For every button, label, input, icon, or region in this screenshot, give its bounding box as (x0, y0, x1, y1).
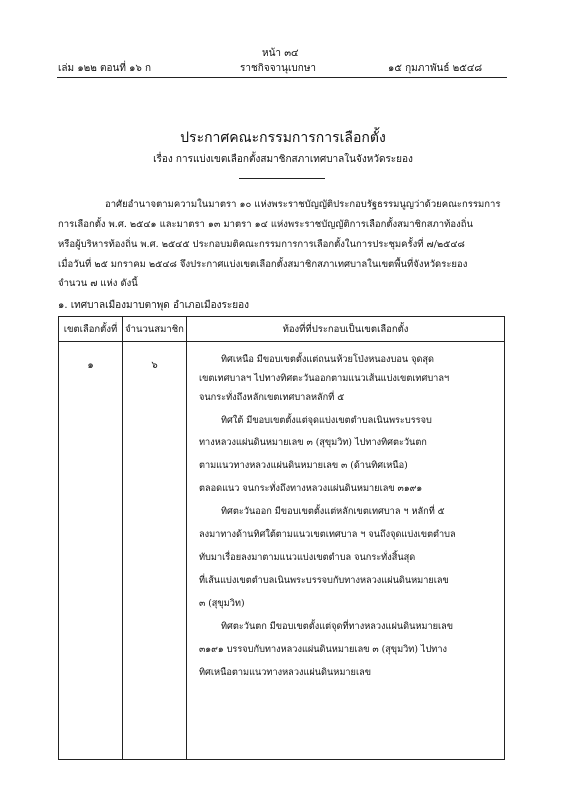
column-header-area: ท้องที่ที่ประกอบเป็นเขตเลือกตั้ง (187, 317, 505, 342)
district-number: ๑ (59, 342, 123, 760)
description-line: ทางหลวงแผ่นดินหมายเลข ๓ (สุขุมวิท) ไปทางทิศตะวันตก (199, 437, 427, 448)
title-divider (239, 178, 325, 179)
description-line: ที่เส้นแบ่งเขตตำบลเนินพระบรรจบกับทางหลวงแผ่นดินหมายเลข (199, 575, 449, 586)
volume-issue: เล่ม ๑๒๒ ตอนที่ ๑๖ ก (58, 63, 152, 74)
column-header-district: เขตเลือกตั้งที่ (59, 317, 123, 342)
area-description (187, 342, 505, 760)
document-subject: เรื่อง การแบ่งเขตเลือกตั้งสมาชิกสภาเทศบาลในจังหวัดระยอง (153, 154, 413, 165)
description-line: ทับมาเรื่อยลงมาตามแนวแบ่งเขตตำบล จนกระทั่งสิ้นสุด (199, 552, 416, 563)
member-count: ๖ (123, 342, 187, 760)
table-header-row (59, 317, 505, 342)
electoral-district-table (58, 316, 505, 760)
description-line: ตามแนวทางหลวงแผ่นดินหมายเลข ๓ (ด้านทิศเหนือ) (199, 460, 408, 471)
section-heading: ๑. เทศบาลเมืองมาบตาพุด อำเภอเมืองระยอง (58, 300, 250, 311)
description-line: ลงมาทางด้านทิศใต้ตามแนวเขตเทศบาล ฯ จนถึงจุดแบ่งเขตตำบล (199, 529, 456, 540)
description-line: ทิศใต้ มีขอบเขตตั้งแต่จุดแบ่งเขตตำบลเนินพระบรรจบ (221, 415, 432, 426)
table-row (59, 342, 505, 760)
description-line: จนกระทั่งถึงหลักเขตเทศบาลหลักที่ ๕ (199, 392, 345, 403)
preamble-line: อาศัยอำนาจตามความในมาตรา ๑๐ แห่งพระราชบัญญัติประกอบรัฐธรรมนูญว่าด้วยคณะกรรมการ (105, 199, 501, 210)
description-line: เขตเทศบาลฯ ไปทางทิศตะวันออกตามแนวเส้นแบ่งเขตเทศบาลฯ (199, 373, 450, 384)
description-line: ตลอดแนว จนกระทั่งถึงทางหลวงแผ่นดินหมายเลข ๓๑๙๑ (199, 483, 423, 494)
preamble-line: เมื่อวันที่ ๒๕ มกราคม ๒๕๔๘ จึงประกาศแบ่งเขตเลือกตั้งสมาชิกสภาเทศบาลในเขตพื้นที่จังหวัดระยอง (58, 259, 468, 270)
description-line: ทิศตะวันออก มีขอบเขตตั้งแต่หลักเขตเทศบาล ฯ หลักที่ ๕ (221, 506, 445, 517)
preamble-line: จำนวน ๗ แห่ง ดังนี้ (58, 278, 138, 289)
description-line: ทิศเหนือตามแนวทางหลวงแผ่นดินหมายเลข (199, 667, 371, 678)
page-number: หน้า ๓๔ (262, 48, 299, 59)
header-rule (57, 77, 507, 78)
document-title: ประกาศคณะกรรมการการเลือกตั้ง (180, 130, 386, 146)
description-line: ทิศเหนือ มีขอบเขตตั้งแต่ถนนห้วยโป่งหนองบอน จุดสุด (221, 354, 435, 365)
preamble-line: หรือผู้บริหารท้องถิ่น พ.ศ. ๒๕๔๕ ประกอบมติคณะกรรมการการเลือกตั้งในการประชุมครั้งที่ ๗/๒๕๔๘ (58, 239, 465, 250)
publication-date: ๑๕ กุมภาพันธ์ ๒๕๔๘ (388, 63, 483, 74)
gazette-name: ราชกิจจานุเบกษา (240, 63, 317, 74)
description-line: ทิศตะวันตก มีขอบเขตตั้งแต่จุดที่ทางหลวงแผ่นดินหมายเลข (221, 621, 454, 632)
description-line: ๓๑๙๑ บรรจบกับทางหลวงแผ่นดินหมายเลข ๓ (สุขุมวิท) ไปทาง (199, 644, 447, 655)
description-line: ๓ (สุขุมวิท) (199, 598, 245, 609)
preamble-line: การเลือกตั้ง พ.ศ. ๒๕๔๑ และมาตรา ๑๓ มาตรา ๑๔ แห่งพระราชบัญญัติการเลือกตั้งสมาชิกสภาท้องถิ่น (58, 219, 473, 230)
column-header-members: จำนวนสมาชิก (123, 317, 187, 342)
